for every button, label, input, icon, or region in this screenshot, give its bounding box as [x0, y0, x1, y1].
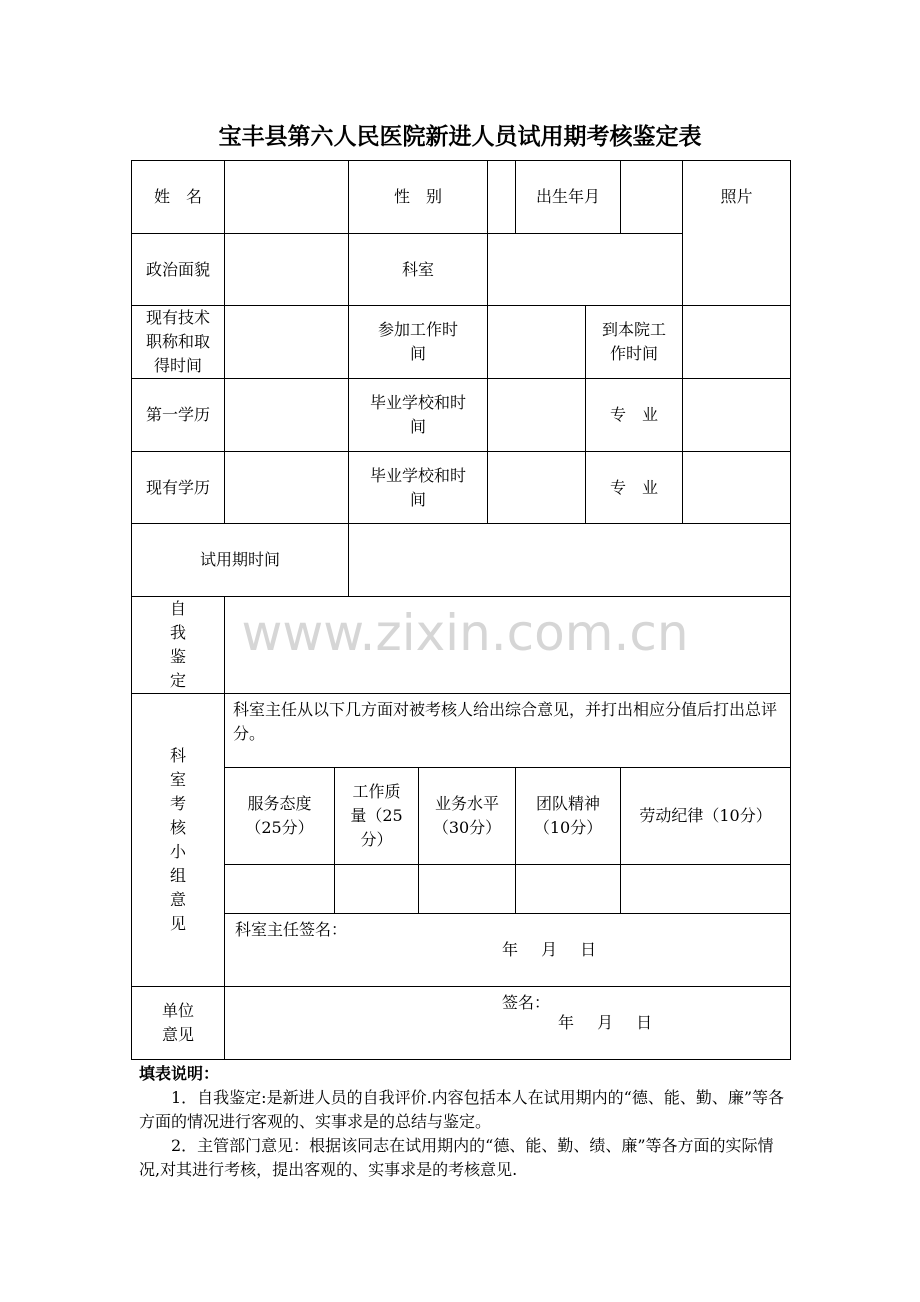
first-edu-field[interactable]: [225, 379, 349, 452]
work-start-label: 参加工作时间: [349, 306, 488, 379]
tech-title-field[interactable]: [225, 306, 349, 379]
photo-label: 照片: [720, 187, 753, 206]
unit-opinion-area[interactable]: [225, 987, 791, 1060]
score-header-discipline: 劳动纪律（10分）: [621, 768, 791, 865]
director-signature-label: 科室主任签名：: [235, 920, 348, 939]
birth-field[interactable]: [621, 161, 683, 234]
gender-label: 性 别: [349, 161, 488, 234]
probation-field[interactable]: [349, 524, 791, 597]
first-major-field[interactable]: [683, 379, 791, 452]
score-cell-quality[interactable]: [335, 865, 419, 914]
notes-heading: 填表说明：: [139, 1064, 220, 1083]
current-school-label: 毕业学校和时间: [349, 452, 488, 524]
current-major-label: 专 业: [586, 452, 683, 524]
dept-instruction: 科室主任从以下几方面对被考核人给出综合意见，并打出相应分值后打出总评分。: [225, 694, 791, 768]
join-date-field[interactable]: [683, 306, 791, 379]
score-cell-skill[interactable]: [419, 865, 516, 914]
name-field[interactable]: [225, 161, 349, 234]
score-cell-service[interactable]: [225, 865, 335, 914]
unit-signature-date: 年 月 日: [558, 1013, 653, 1032]
department-field[interactable]: [488, 234, 683, 306]
gender-field[interactable]: [488, 161, 516, 234]
first-school-field[interactable]: [488, 379, 586, 452]
tech-title-label: 现有技术职称和取得时间: [132, 306, 225, 379]
first-major-label: 专 业: [586, 379, 683, 452]
photo-box[interactable]: [683, 161, 791, 306]
department-label: 科室: [349, 234, 488, 306]
current-major-field[interactable]: [683, 452, 791, 524]
political-label: 政治面貌: [132, 234, 225, 306]
score-header-service: 服务态度（25分）: [225, 768, 335, 865]
watermark: www.zixin.com.cn: [241, 604, 689, 662]
probation-label: 试用期时间: [132, 524, 349, 597]
name-label: 姓 名: [132, 161, 225, 234]
score-cell-team[interactable]: [516, 865, 621, 914]
evaluation-form-table: [131, 160, 791, 1060]
current-edu-label: 现有学历: [132, 452, 225, 524]
first-edu-label: 第一学历: [132, 379, 225, 452]
notes-item-2: 2．主管部门意见：根据该同志在试用期内的“德、能、勤、绩、廉”等各方面的实际情况,对其进行考核，提出客观的、实事求是的考核意见.: [139, 1136, 774, 1179]
self-eval-field[interactable]: [225, 597, 791, 694]
first-school-label: 毕业学校和时间: [349, 379, 488, 452]
work-start-field[interactable]: [488, 306, 586, 379]
score-header-team: 团队精神（10分）: [516, 768, 621, 865]
political-field[interactable]: [225, 234, 349, 306]
director-signature-area[interactable]: [225, 914, 791, 987]
score-header-skill: 业务水平（30分）: [419, 768, 516, 865]
unit-signature-label: 签名：: [502, 993, 551, 1012]
unit-opinion-label: 单位意见: [132, 987, 225, 1060]
score-cell-discipline[interactable]: [621, 865, 791, 914]
form-title: 宝丰县第六人民医院新进人员试用期考核鉴定表: [218, 124, 702, 150]
join-date-label: 到本院工作时间: [586, 306, 683, 379]
dept-review-label: 科室考核小组意见: [132, 694, 225, 987]
form-notes: [139, 1062, 789, 1182]
current-edu-field[interactable]: [225, 452, 349, 524]
score-header-quality: 工作质量（25分）: [335, 768, 419, 865]
director-signature-date: 年 月 日: [502, 940, 597, 959]
current-school-field[interactable]: [488, 452, 586, 524]
self-eval-label: 自我鉴定: [132, 597, 225, 694]
birth-label: 出生年月: [516, 161, 621, 234]
notes-item-1: 1．自我鉴定:是新进人员的自我评价.内容包括本人在试用期内的“德、能、勤、廉”等各方面的情况进行客观的、实事求是的总结与鉴定。: [139, 1088, 785, 1131]
